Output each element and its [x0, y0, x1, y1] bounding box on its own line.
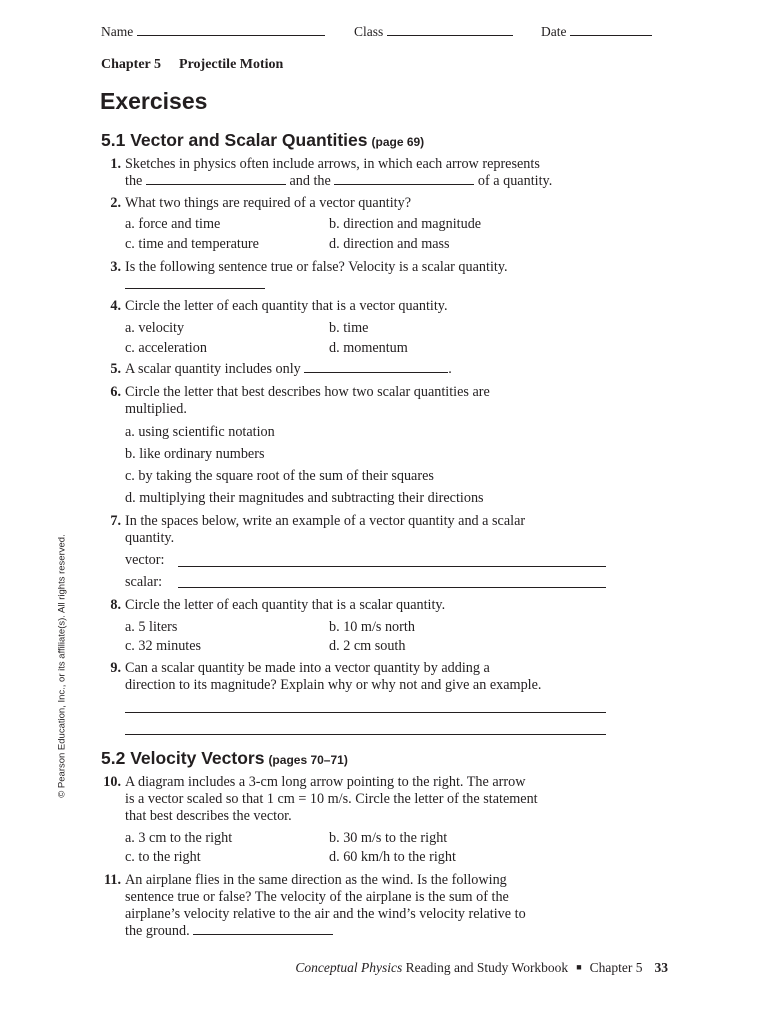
answer-blank[interactable] [193, 933, 333, 935]
name-label: Name [101, 24, 134, 39]
question-text: Circle the letter of each quantity that is a scalar quantity. [125, 597, 446, 613]
option-2c[interactable]: c. time and temperature [125, 236, 259, 252]
question-number: 3. [110, 259, 121, 275]
question-text: Circle the letter of each quantity that is a vector quantity. [125, 298, 448, 314]
question-number: 6. [110, 384, 121, 400]
answer-line[interactable] [125, 733, 606, 735]
footer-chapter: Chapter 5 [589, 960, 643, 975]
option-4c[interactable]: c. acceleration [125, 340, 207, 356]
copyright-notice [55, 534, 69, 798]
question-2 [101, 195, 621, 212]
question-text: In the spaces below, write an example of a vector quantity and a scalar [125, 513, 526, 529]
question-text: and the [289, 173, 331, 189]
page-number: 33 [654, 960, 668, 975]
date-blank[interactable] [570, 34, 652, 36]
section-heading-5-1 [101, 130, 424, 151]
question-number: 2. [110, 195, 121, 211]
question-10 [101, 774, 621, 825]
answer-line[interactable] [125, 711, 606, 713]
section-pages: (page 69) [371, 135, 425, 149]
question-text: Is the following sentence true or false? Velocity is a scalar quantity. [125, 259, 508, 275]
page-footer [295, 960, 668, 976]
option-10c[interactable]: c. to the right [125, 849, 201, 865]
question-text: Sketches in physics often include arrows, in which each arrow represents [125, 156, 540, 172]
question-7 [101, 513, 621, 547]
option-10a[interactable]: a. 3 cm to the right [125, 830, 233, 846]
scalar-label: scalar: [125, 574, 163, 590]
question-3 [101, 259, 621, 276]
separator-icon: ■ [576, 962, 582, 972]
option-8d[interactable]: d. 2 cm south [329, 638, 406, 654]
date-field[interactable] [541, 24, 652, 40]
section-pages: (pages 70–71) [268, 753, 348, 767]
question-text: the ground. [125, 923, 190, 939]
answer-blank[interactable] [334, 183, 474, 185]
question-number: 1. [110, 156, 121, 172]
vector-label: vector: [125, 552, 165, 568]
question-text: multiplied. [125, 401, 187, 417]
question-text: Circle the letter that best describes how two scalar quantities are [125, 384, 490, 400]
question-text: direction to its magnitude? Explain why or why not and give an example. [125, 677, 542, 693]
question-6 [101, 384, 621, 418]
question-number: 8. [110, 597, 121, 613]
section-heading-5-2 [101, 748, 348, 769]
class-field[interactable] [354, 24, 513, 40]
vector-answer-blank[interactable] [178, 565, 606, 567]
question-number: 9. [110, 660, 121, 676]
section-title: 5.1 Vector and Scalar Quantities [101, 130, 368, 150]
option-4b[interactable]: b. time [329, 320, 369, 336]
option-8a[interactable]: a. 5 liters [125, 619, 178, 635]
question-text: quantity. [125, 530, 175, 546]
name-blank[interactable] [137, 34, 325, 36]
option-4a[interactable]: a. velocity [125, 320, 185, 336]
chapter-line [101, 57, 283, 73]
copyright-text: © Pearson Education, Inc., or its affiliate(s). All rights reserved. [56, 534, 68, 798]
option-8c[interactable]: c. 32 minutes [125, 638, 202, 654]
page-heading: Exercises [100, 88, 208, 114]
question-5 [101, 361, 621, 378]
question-text: of a quantity. [477, 173, 553, 189]
date-label: Date [541, 24, 567, 39]
chapter-title: Projectile Motion [179, 57, 284, 72]
option-6d[interactable]: d. multiplying their magnitudes and subtracting their directions [125, 490, 484, 506]
class-blank[interactable] [387, 34, 513, 36]
option-10d[interactable]: d. 60 km/h to the right [329, 849, 456, 865]
option-8b[interactable]: b. 10 m/s north [329, 619, 415, 635]
answer-blank[interactable] [304, 371, 448, 373]
question-text: that best describes the vector. [125, 808, 292, 824]
question-text: An airplane flies in the same direction as the wind. Is the following [125, 872, 507, 888]
chapter-label: Chapter 5 [101, 57, 162, 72]
question-1 [101, 156, 621, 190]
book-subtitle: Reading and Study Workbook [405, 960, 569, 975]
answer-blank[interactable] [125, 287, 265, 289]
option-2b[interactable]: b. direction and magnitude [329, 216, 482, 232]
scalar-answer-blank[interactable] [178, 586, 606, 588]
option-2d[interactable]: d. direction and mass [329, 236, 450, 252]
question-text: . [448, 361, 452, 377]
option-6c[interactable]: c. by taking the square root of the sum of their squares [125, 468, 434, 484]
option-2a[interactable]: a. force and time [125, 216, 221, 232]
answer-blank[interactable] [146, 183, 286, 185]
question-8 [101, 597, 621, 614]
section-title: 5.2 Velocity Vectors [101, 748, 265, 768]
option-6a[interactable]: a. using scientific notation [125, 424, 275, 440]
option-6b[interactable]: b. like ordinary numbers [125, 446, 265, 462]
question-text: A scalar quantity includes only [125, 361, 301, 377]
question-number: 7. [110, 513, 121, 529]
question-text: What two things are required of a vector quantity? [125, 195, 412, 211]
question-number: 11. [104, 872, 121, 888]
question-text: Can a scalar quantity be made into a vector quantity by adding a [125, 660, 490, 676]
class-label: Class [354, 24, 384, 39]
question-number: 4. [110, 298, 121, 314]
option-4d[interactable]: d. momentum [329, 340, 408, 356]
question-11 [101, 872, 621, 940]
question-text: sentence true or false? The velocity of the airplane is the sum of the [125, 889, 509, 905]
question-text: A diagram includes a 3-cm long arrow pointing to the right. The arrow [125, 774, 526, 790]
book-title: Conceptual Physics [295, 960, 403, 975]
question-4 [101, 298, 621, 315]
question-9 [101, 660, 621, 694]
option-10b[interactable]: b. 30 m/s to the right [329, 830, 448, 846]
question-number: 10. [103, 774, 121, 790]
name-field[interactable] [101, 24, 325, 40]
question-number: 5. [110, 361, 121, 377]
question-text: airplane’s velocity relative to the air and the wind’s velocity relative to [125, 906, 526, 922]
question-text: is a vector scaled so that 1 cm = 10 m/s. Circle the letter of the statement [125, 791, 538, 807]
question-text: the [125, 173, 143, 189]
